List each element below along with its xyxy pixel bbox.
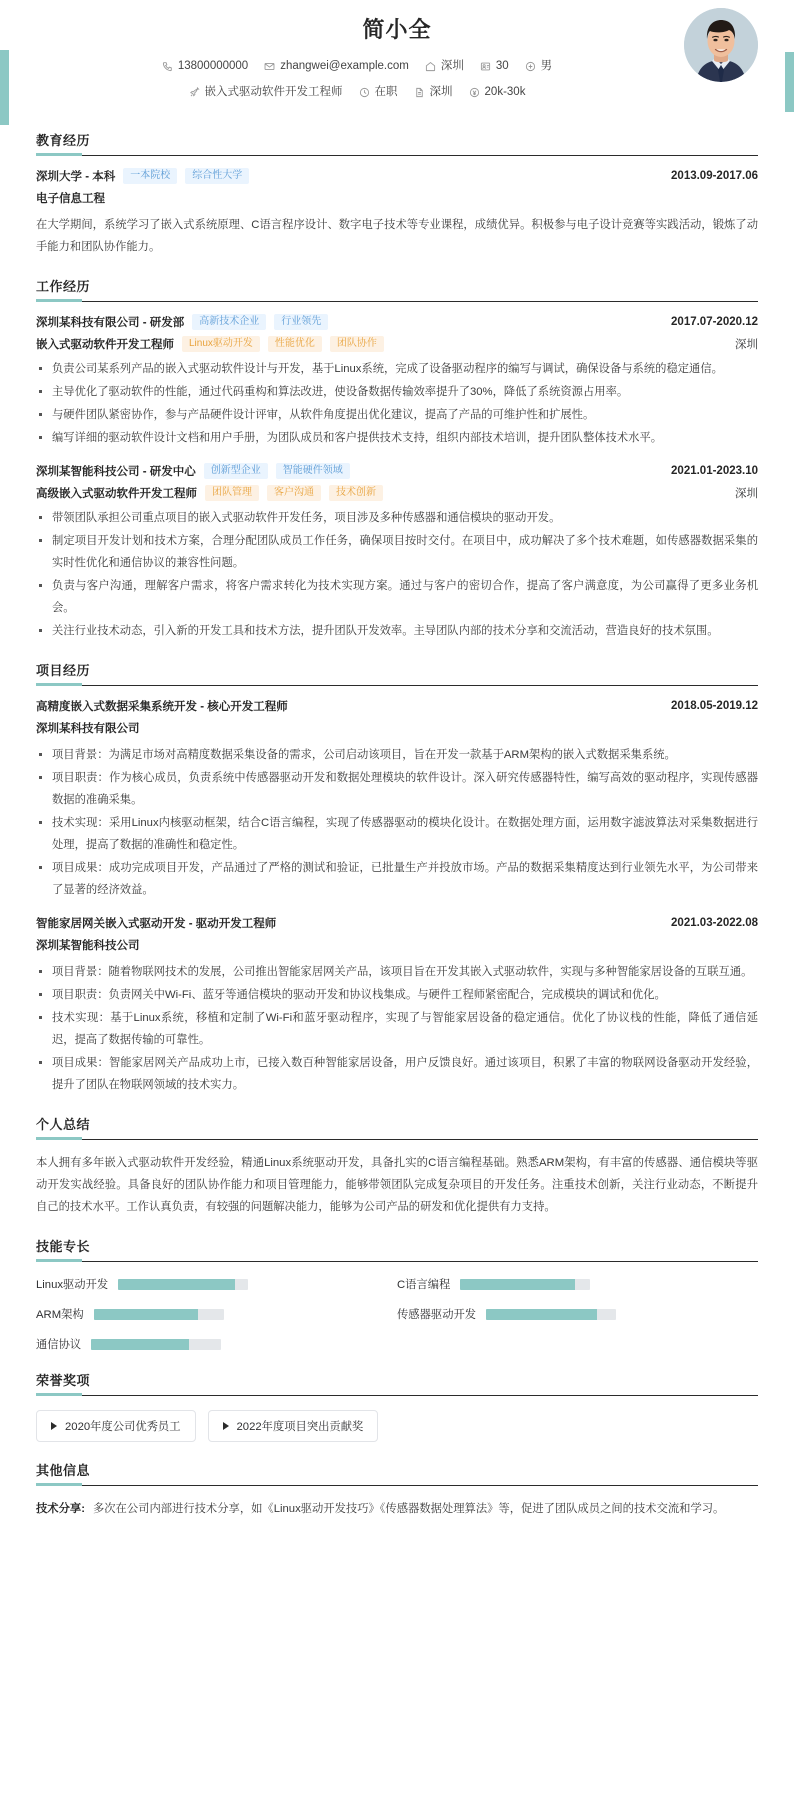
- skill-item: [36, 1306, 397, 1322]
- job-location: 深圳: [735, 339, 758, 351]
- skill-bar-track: [94, 1309, 224, 1320]
- entry-date: 2021.01-2023.10: [671, 465, 758, 477]
- entry-header-line: [36, 698, 758, 714]
- section-awards: [36, 1370, 758, 1442]
- contact-row-primary: [36, 56, 758, 76]
- contact-value: 在职: [374, 86, 398, 98]
- skill-bar-fill: [486, 1309, 597, 1320]
- bullet-item: 技术实现：基于Linux系统，移植和定制了Wi-Fi和蓝牙驱动程序，实现了与智能家居设备的稳定通信。优化了协议栈的性能，降低了通信延迟，提高了数据传输的可靠性。: [36, 1007, 758, 1051]
- id-icon: [480, 61, 491, 72]
- bullet-item: 关注行业技术动态，引入新的开发工具和技术方法，提升团队开发效率。主导团队内部的技术分享和交流活动，营造良好的技术氛围。: [36, 620, 758, 642]
- entry-tag: 行业领先: [274, 314, 328, 330]
- contact-value: 深圳: [440, 60, 464, 72]
- project-company: 深圳某智能科技公司: [36, 940, 140, 952]
- job-title: 高级嵌入式驱动软件开发工程师: [36, 488, 197, 500]
- entry-date: 2018.05-2019.12: [671, 700, 758, 712]
- section-projects: [36, 660, 758, 1096]
- skill-bar-fill: [460, 1279, 574, 1290]
- skills-grid: [36, 1274, 758, 1352]
- school-name: 深圳大学 - 本科: [36, 171, 116, 183]
- job-title: 嵌入式驱动软件开发工程师: [36, 339, 174, 351]
- bullet-item: 项目职责：作为核心成员，负责系统中传感器驱动开发和数据处理模块的软件设计。深入研究传感器特性，编写高效的驱动程序，实现传感器数据的准确采集。: [36, 767, 758, 811]
- contact-value: 嵌入式驱动软件开发工程师: [204, 86, 343, 98]
- bullet-item: 负责公司某系列产品的嵌入式驱动软件设计与开发，基于Linux系统，完成了设备驱动程序的编写与调试，确保设备与系统的稳定通信。: [36, 358, 758, 380]
- section-title-awards: 荣誉奖项: [36, 1370, 758, 1396]
- skill-item: [36, 1336, 397, 1352]
- contact-value: 30: [495, 60, 509, 72]
- bullet-item: 项目成果：智能家居网关产品成功上市，已接入数百种智能家居设备，用户反馈良好。通过该项目，积累了丰富的物联网设备驱动开发经验，提升了团队在物联网领域的技术实力。: [36, 1052, 758, 1096]
- entry-header-left: [36, 463, 350, 479]
- skill-name: Linux驱动开发: [36, 1279, 109, 1291]
- award-label: 2020年度公司优秀员工: [65, 1421, 181, 1433]
- section-title-education: 教育经历: [36, 130, 758, 156]
- bullet-item: 带领团队承担公司重点项目的嵌入式驱动软件开发任务，项目涉及多种传感器和通信模块的驱动开发。: [36, 507, 758, 529]
- project-entry: [36, 698, 758, 901]
- major-name: 电子信息工程: [36, 193, 105, 205]
- project-company: 深圳某科技有限公司: [36, 723, 140, 735]
- contact-value: 男: [540, 60, 553, 72]
- other-info-label: 技术分享:: [36, 1503, 85, 1515]
- skill-bar-track: [118, 1279, 248, 1290]
- entry-role-left: [36, 485, 383, 501]
- contact-value: 20k-30k: [484, 86, 526, 98]
- project-bullets: [36, 961, 758, 1096]
- entry-date: 2013.09-2017.06: [671, 170, 758, 182]
- project-bullets: [36, 744, 758, 901]
- work-bullets: [36, 358, 758, 449]
- skill-name: ARM架构: [36, 1309, 84, 1321]
- right-accent-bar: [785, 52, 794, 112]
- contact-value: zhangwei@example.com: [280, 60, 409, 72]
- education-entry: [36, 168, 758, 258]
- mail-icon: [264, 61, 275, 72]
- award-item[interactable]: [208, 1410, 379, 1442]
- entry-role-line: [36, 336, 758, 352]
- award-label: 2022年度项目突出贡献奖: [236, 1421, 364, 1433]
- entry-tag: 性能优化: [268, 336, 322, 352]
- bullet-item: 制定项目开发计划和技术方案，合理分配团队成员工作任务，确保项目按时交付。在项目中，成功解决了多个技术难题，如传感器数据采集的实时性优化和通信协议的兼容性问题。: [36, 530, 758, 574]
- contact-item: [480, 56, 509, 76]
- entry-header-line: [36, 915, 758, 931]
- skill-bar-fill: [94, 1309, 198, 1320]
- skill-bar-fill: [91, 1339, 189, 1350]
- skill-name: 传感器驱动开发: [397, 1309, 477, 1321]
- contact-item: [264, 56, 409, 76]
- entry-tag: 智能硬件领域: [276, 463, 350, 479]
- contact-item: [359, 82, 398, 102]
- contact-row-secondary: [36, 82, 758, 102]
- section-title-work: 工作经历: [36, 276, 758, 302]
- gender-icon: [525, 61, 536, 72]
- phone-icon: [162, 61, 173, 72]
- entry-tag: Linux驱动开发: [182, 336, 260, 352]
- skill-item: [36, 1276, 397, 1292]
- skill-bar-track: [91, 1339, 221, 1350]
- entry-header-left: [36, 314, 328, 330]
- bullet-item: 编写详细的驱动软件设计文档和用户手册，为团队成员和客户提供技术支持，组织内部技术培训，提升团队整体技术水平。: [36, 427, 758, 449]
- project-name: 智能家居网关嵌入式驱动开发 - 驱动开发工程师: [36, 918, 277, 930]
- other-info-row: [36, 1498, 758, 1520]
- entry-header-left: [36, 698, 288, 714]
- bullet-item: 与硬件团队紧密协作，参与产品硬件设计评审，从软件角度提出优化建议，提高了产品的可维护性和扩展性。: [36, 404, 758, 426]
- section-summary: [36, 1114, 758, 1218]
- page-title: 简小全: [362, 17, 432, 42]
- summary-text: 本人拥有多年嵌入式驱动软件开发经验，精通Linux系统驱动开发，具备扎实的C语言编程基础。熟悉ARM架构，有丰富的传感器、通信模块等驱动开发实战经验。具备良好的团队协作能力和项目管理能力，能够带领团队完成复杂项目的开发任务。注重技术创新，关注行业动态，不断提升自己的技术水平。工作认真负责，有较强的问题解决能力，能够为公司产品的研发和优化提供有力支持。: [36, 1157, 758, 1213]
- section-education: [36, 130, 758, 258]
- entry-header-line: [36, 168, 758, 184]
- other-info-value: 多次在公司内部进行技术分享，如《Linux驱动开发技巧》《传感器数据处理算法》等，促进了团队成员之间的技术交流和学习。: [92, 1503, 725, 1515]
- bullet-item: 技术实现：采用Linux内核驱动框架，结合C语言编程，实现了传感器驱动的模块化设计。在数据处理方面，运用数字滤波算法对采集数据进行处理，提高了数据的准确性和稳定性。: [36, 812, 758, 856]
- entry-tag: 团队管理: [205, 485, 259, 501]
- skill-item: [397, 1276, 758, 1292]
- work-entry: [36, 463, 758, 642]
- section-title-summary: 个人总结: [36, 1114, 758, 1140]
- contact-value: 13800000000: [177, 60, 249, 72]
- entry-date: 2021.03-2022.08: [671, 917, 758, 929]
- job-location: 深圳: [735, 488, 758, 500]
- skill-bar-track: [460, 1279, 590, 1290]
- entry-header-left: [36, 915, 276, 931]
- work-entry: [36, 314, 758, 449]
- contact-item: [189, 82, 343, 102]
- bullet-item: 项目背景：为满足市场对高精度数据采集设备的需求，公司启动该项目，旨在开发一款基于ARM架构的嵌入式数据采集系统。: [36, 744, 758, 766]
- entry-header-left: [36, 168, 249, 184]
- contact-item: [525, 56, 553, 76]
- project-name: 高精度嵌入式数据采集系统开发 - 核心开发工程师: [36, 701, 288, 713]
- contact-item: [469, 82, 526, 102]
- section-title-skills: 技能专长: [36, 1236, 758, 1262]
- section-title-projects: 项目经历: [36, 660, 758, 686]
- skill-bar-track: [486, 1309, 616, 1320]
- left-accent-bar: [0, 50, 9, 125]
- entry-tag: 客户沟通: [267, 485, 321, 501]
- entry-tag: 一本院校: [123, 168, 177, 184]
- entry-header-line: [36, 314, 758, 330]
- work-bullets: [36, 507, 758, 642]
- contact-item: [425, 56, 464, 76]
- entry-date: 2017.07-2020.12: [671, 316, 758, 328]
- skill-bar-fill: [118, 1279, 235, 1290]
- section-skills: [36, 1236, 758, 1352]
- entry-tag: 创新型企业: [204, 463, 268, 479]
- entry-tag: 高新技术企业: [192, 314, 266, 330]
- section-title-other: 其他信息: [36, 1460, 758, 1486]
- skill-name: 通信协议: [36, 1339, 82, 1351]
- bullet-item: 负责与客户沟通，理解客户需求，将客户需求转化为技术实现方案。通过与客户的密切合作，提高了客户满意度，为公司赢得了更多业务机会。: [36, 575, 758, 619]
- entry-role-left: [36, 336, 384, 352]
- awards-list: [36, 1408, 758, 1442]
- skill-name: C语言编程: [397, 1279, 451, 1291]
- avatar: [684, 8, 758, 82]
- contact-item: [162, 56, 248, 76]
- project-entry: [36, 915, 758, 1096]
- bullet-item: 项目背景：随着物联网技术的发展，公司推出智能家居网关产品，该项目旨在开发其嵌入式驱动软件，实现与多种智能家居设备的互联互通。: [36, 961, 758, 983]
- home-icon: [425, 61, 436, 72]
- resume-header: [36, 0, 758, 112]
- award-item[interactable]: [36, 1410, 196, 1442]
- entry-tag: 综合性大学: [185, 168, 249, 184]
- contact-item: [414, 82, 453, 102]
- doc-icon: [414, 87, 425, 98]
- rocket-icon: [189, 87, 200, 98]
- bullet-item: 主导优化了驱动软件的性能，通过代码重构和算法改进，使设备数据传输效率提升了30%，降低了系统资源占用率。: [36, 381, 758, 403]
- contact-value: 深圳: [429, 86, 453, 98]
- salary-icon: [469, 87, 480, 98]
- section-other: [36, 1460, 758, 1520]
- play-triangle-icon: [51, 1422, 57, 1430]
- education-description: 在大学期间，系统学习了嵌入式系统原理、C语言程序设计、数字电子技术等专业课程，成绩优异。积极参与电子设计竞赛等实践活动，锻炼了动手能力和团队协作能力。: [36, 219, 758, 253]
- status-icon: [359, 87, 370, 98]
- section-work: [36, 276, 758, 642]
- company-name: 深圳某科技有限公司 - 研发部: [36, 317, 185, 329]
- entry-tag: 技术创新: [329, 485, 383, 501]
- entry-header-line: [36, 463, 758, 479]
- play-triangle-icon: [223, 1422, 229, 1430]
- entry-role-line: [36, 485, 758, 501]
- skill-item: [397, 1306, 758, 1322]
- bullet-item: 项目职责：负责网关中Wi-Fi、蓝牙等通信模块的驱动开发和协议栈集成。与硬件工程师紧密配合，完成模块的调试和优化。: [36, 984, 758, 1006]
- company-name: 深圳某智能科技公司 - 研发中心: [36, 466, 196, 478]
- bullet-item: 项目成果：成功完成项目开发，产品通过了严格的测试和验证，已批量生产并投放市场。产品的数据采集精度达到行业领先水平，为公司带来了显著的经济效益。: [36, 857, 758, 901]
- entry-tag: 团队协作: [330, 336, 384, 352]
